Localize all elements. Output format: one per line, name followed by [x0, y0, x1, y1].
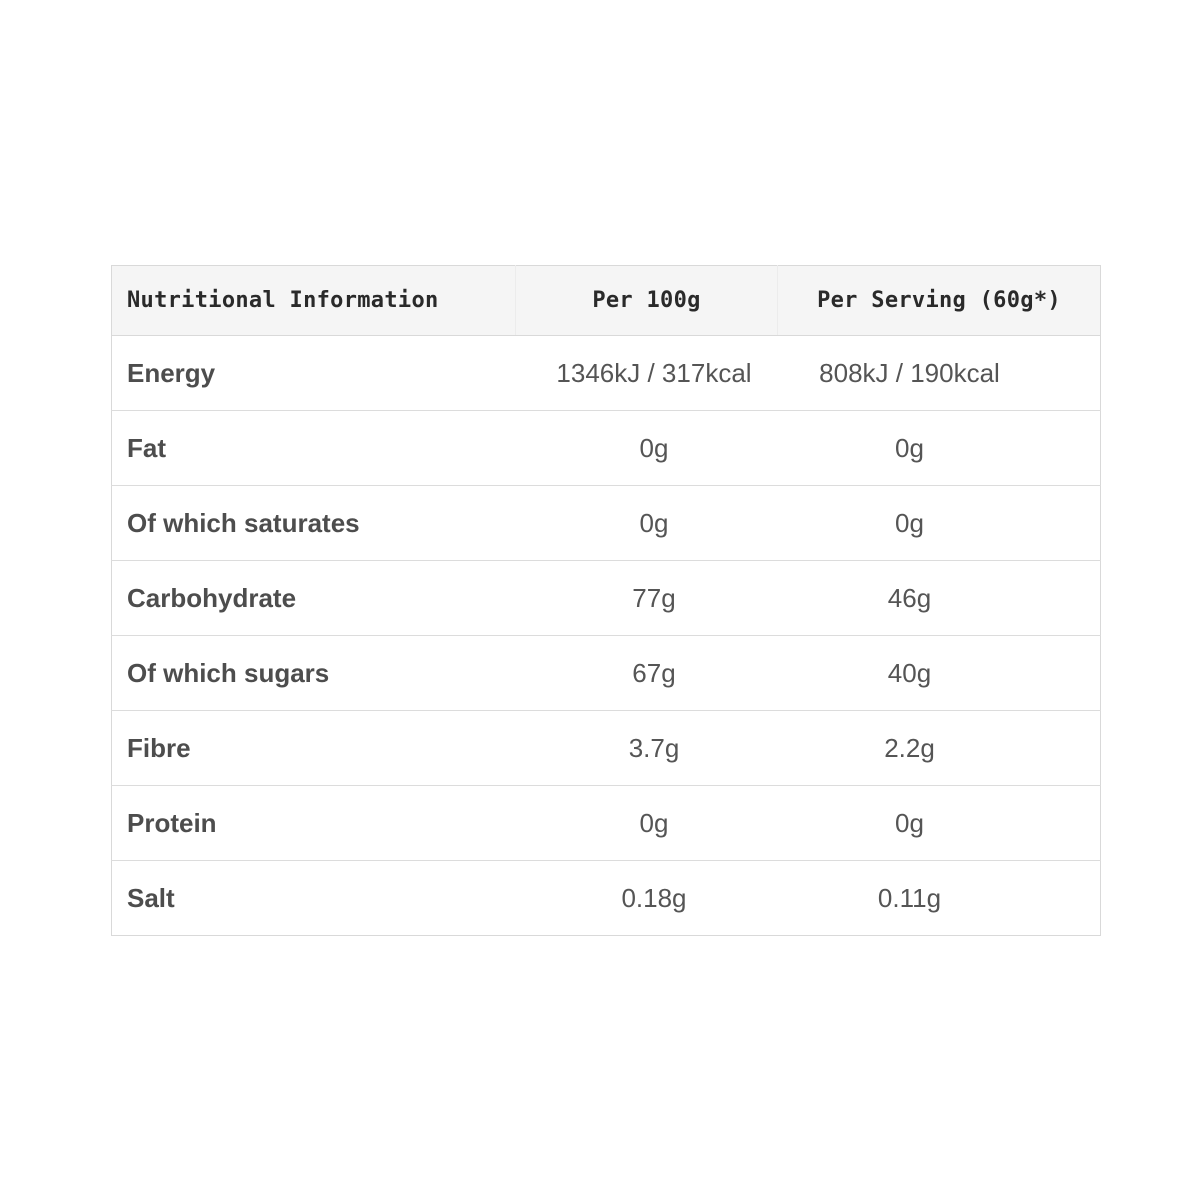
- nutrient-name: Of which saturates: [112, 486, 516, 561]
- per-100g-cell: [516, 486, 778, 561]
- per-100g-cell: [516, 336, 778, 411]
- per-serving-value: 2.2g: [884, 732, 935, 763]
- per-serving-cell: [778, 636, 1101, 711]
- per-serving-cell: [778, 486, 1101, 561]
- table-row: [112, 486, 1101, 561]
- nutrient-name: Energy: [112, 336, 516, 411]
- table-row: [112, 786, 1101, 861]
- per-100g-value: 0g: [639, 807, 669, 838]
- per-100g-cell: [516, 786, 778, 861]
- table-row: [112, 336, 1101, 411]
- table-body: [112, 336, 1101, 936]
- per-serving-value: 46g: [887, 582, 932, 613]
- per-serving-value: 40g: [887, 657, 932, 688]
- table-row: [112, 861, 1101, 936]
- per-100g-cell: [516, 861, 778, 936]
- nutrient-name: Salt: [127, 882, 175, 913]
- per-serving-value: 0.11g: [877, 882, 942, 913]
- per-serving-cell: [778, 411, 1101, 486]
- nutrient-name: Protein: [112, 786, 516, 861]
- nutrient-name: Of which sugars: [112, 636, 516, 711]
- per-100g-value: 3.7g: [628, 732, 680, 763]
- header-per-100g: Per 100g: [516, 266, 778, 336]
- nutrient-name: Fat: [112, 411, 516, 486]
- per-serving-cell: [778, 711, 1101, 786]
- table-row: [112, 711, 1101, 786]
- per-100g-cell: [516, 636, 778, 711]
- per-serving-cell: [778, 561, 1101, 636]
- table-row: [112, 636, 1101, 711]
- header-per-serving: Per Serving (60g*): [778, 266, 1101, 336]
- table-header: [112, 266, 1101, 336]
- per-100g-cell: [516, 711, 778, 786]
- per-serving-cell: [778, 786, 1101, 861]
- header-row: [112, 266, 1101, 336]
- per-100g-value: 67g: [632, 657, 676, 688]
- per-100g-value: 1346kJ / 317kcal: [556, 357, 752, 388]
- nutrient-name: Carbohydrate: [112, 561, 516, 636]
- nutrient-name: Fibre: [112, 711, 516, 786]
- table-row: [112, 411, 1101, 486]
- per-serving-value: 0g: [895, 807, 924, 838]
- per-100g-cell: [516, 561, 778, 636]
- header-nutritional-information: Nutritional Information: [112, 266, 516, 336]
- per-serving-cell: [778, 861, 1101, 936]
- table-row: [112, 561, 1101, 636]
- per-100g-value: 0g: [639, 507, 669, 538]
- nutrition-table: [111, 265, 1101, 936]
- per-100g-cell: [516, 411, 778, 486]
- per-serving-value: 0g: [895, 507, 924, 538]
- per-100g-value: 0g: [639, 432, 669, 463]
- per-serving-value: 0g: [895, 432, 924, 463]
- per-serving-cell: [778, 336, 1101, 411]
- per-serving-value: 808kJ / 190kcal: [819, 357, 1000, 388]
- per-100g-value: 0.18g: [621, 882, 687, 913]
- per-100g-value: 77g: [632, 582, 676, 613]
